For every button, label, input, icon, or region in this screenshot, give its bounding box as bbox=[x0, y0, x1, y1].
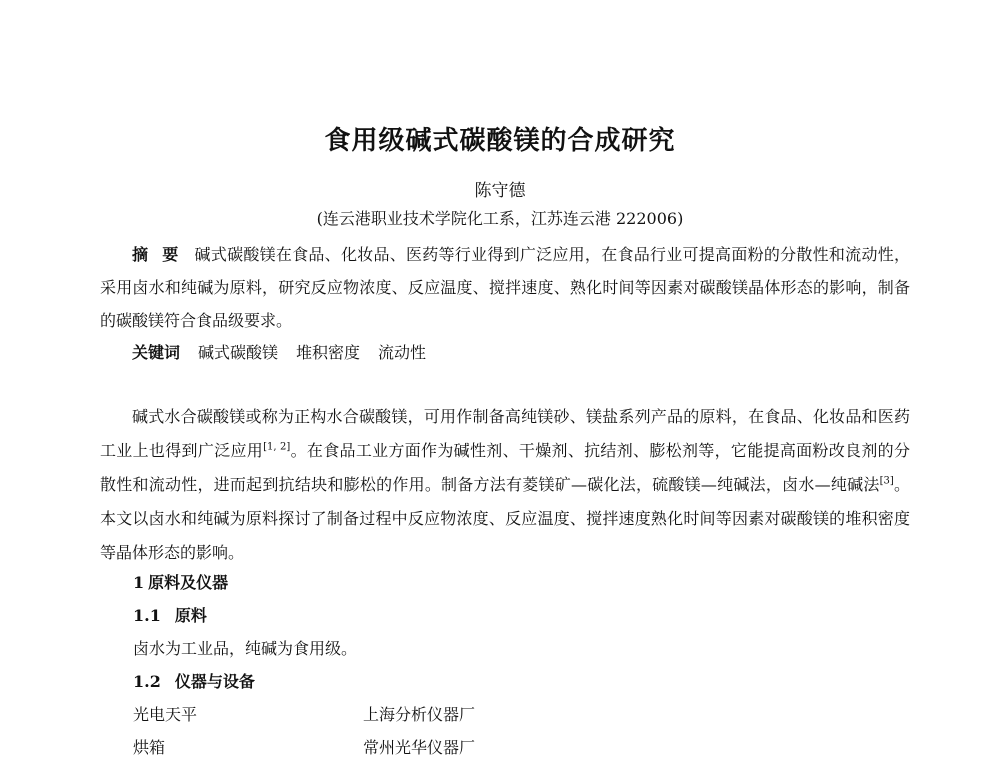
section-heading-1 bbox=[133, 570, 228, 593]
equipment-name: 烘箱 bbox=[133, 738, 166, 757]
section-number: 1.2 bbox=[133, 672, 161, 691]
section-title: 原料 bbox=[174, 606, 207, 625]
keywords-label: 关键词 bbox=[132, 343, 181, 362]
intro-text-1: 碱式水合碳酸镁或称为正构水合碳酸镁，可用作制备高纯镁砂、镁盐系列产品的原料，在食品、化妆品和医药工业上也得到广泛应用 bbox=[100, 407, 910, 460]
section-heading-1-2 bbox=[133, 669, 255, 692]
materials-text: 卤水为工业品，纯碱为食用级。 bbox=[133, 639, 358, 658]
section-number: 1 bbox=[133, 573, 145, 592]
abstract-text: 碱式碳酸镁在食品、化妆品、医药等行业得到广泛应用，在食品行业可提高面粉的分散性和流动性，采用卤水和纯碱为原料，研究反应物浓度、反应温度、搅拌速度、熟化时间等因素对碳酸镁晶体形态的影响，制备的碳酸镁符合食品级要求。 bbox=[100, 245, 910, 330]
abstract-label: 摘要 bbox=[132, 245, 193, 264]
equipment-row bbox=[133, 702, 476, 725]
citation-ref: [1, 2] bbox=[263, 441, 291, 453]
intro-text-3: 。本文以卤水和纯碱为原料探讨了制备过程中反应物浓度、反应温度、搅拌速度熟化时间等因素对碳酸镁的堆积密度等晶体形态的影响。 bbox=[100, 475, 910, 562]
citation-ref: [3] bbox=[879, 475, 894, 487]
paper-title: 食用级碱式碳酸镁的合成研究 bbox=[324, 126, 676, 156]
section-heading-1-1 bbox=[133, 603, 207, 626]
equipment-maker: 常州光华仪器厂 bbox=[363, 738, 476, 757]
equipment-maker: 上海分析仪器厂 bbox=[363, 705, 476, 724]
author-affiliation: (连云港职业技术学院化工系，江苏连云港 222006) bbox=[316, 209, 684, 228]
section-number: 1.1 bbox=[133, 606, 161, 625]
equipment-row bbox=[133, 735, 476, 758]
keyword-item: 流动性 bbox=[378, 343, 427, 362]
section-title: 原料及仪器 bbox=[148, 573, 229, 592]
equipment-name: 光电天平 bbox=[133, 705, 198, 724]
intro-text-2: 。在食品工业方面作为碱性剂、干燥剂、抗结剂、膨松剂等，它能提高面粉改良剂的分散性和流动性，进而起到抗结块和膨松的作用。制备方法有菱镁矿—碳化法，硫酸镁—纯碱法，卤水—纯碱法 bbox=[100, 441, 910, 494]
section-title: 仪器与设备 bbox=[174, 672, 255, 691]
abstract bbox=[100, 238, 910, 337]
keywords bbox=[132, 343, 444, 363]
author-name: 陈守德 bbox=[474, 181, 526, 201]
introduction-paragraph bbox=[100, 400, 910, 570]
keyword-item: 碱式碳酸镁 bbox=[198, 343, 279, 362]
keyword-item: 堆积密度 bbox=[296, 343, 361, 362]
